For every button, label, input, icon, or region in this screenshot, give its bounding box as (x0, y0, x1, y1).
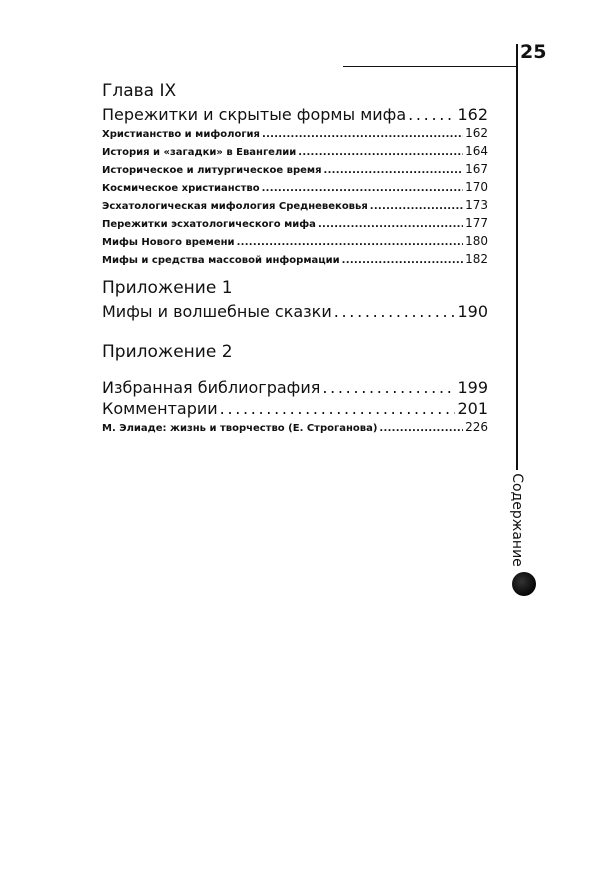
appendix-title: Приложение 1 (102, 278, 233, 298)
toc-entry-title: История и «загадки» в Евангелии (102, 147, 297, 158)
leader-dots (298, 145, 463, 161)
toc-entry-page: 190 (457, 302, 488, 321)
toc-entry-title: М. Элиаде: жизнь и творчество (Е. Строганова) (102, 423, 378, 434)
toc-entry[interactable] (102, 215, 488, 233)
spacer (102, 322, 488, 341)
toc-entry-title: Мифы и волшебные сказки (102, 302, 332, 321)
leader-dots (262, 127, 463, 143)
toc-entry-page: 226 (465, 420, 488, 434)
toc-entry[interactable] (102, 161, 488, 179)
section-label-text: Содержание (509, 473, 526, 567)
toc-entry-main[interactable] (102, 301, 488, 322)
leader-dots (237, 235, 464, 251)
toc-entry-page: 180 (465, 234, 488, 248)
toc-entry-title: Историческое и литургическое время (102, 165, 322, 176)
leader-dots (370, 199, 463, 215)
section-label (504, 470, 530, 570)
table-of-contents (102, 80, 488, 437)
header-tick (516, 44, 518, 68)
page-number: 25 (520, 41, 547, 63)
toc-entry-title: Пережитки эсхатологического мифа (102, 219, 316, 230)
toc-entry-title: Мифы и средства массовой информации (102, 255, 340, 266)
toc-entry-page: 164 (465, 144, 488, 158)
toc-entry-title: Космическое христианство (102, 183, 260, 194)
toc-entry-page: 173 (465, 198, 488, 212)
toc-entry-main[interactable] (102, 398, 488, 419)
appendix-title: Приложение 2 (102, 342, 233, 362)
toc-entry-title: Пережитки и скрытые формы мифа (102, 105, 407, 124)
toc-entry-page: 162 (465, 126, 488, 140)
leader-dots (334, 301, 456, 322)
toc-entry-title: Мифы Нового времени (102, 237, 235, 248)
toc-entry-page: 182 (465, 252, 488, 266)
leader-dots (318, 217, 463, 233)
toc-entry-title: Избранная библиография (102, 378, 321, 397)
chapter-title: Глава IX (102, 81, 177, 101)
toc-entry[interactable] (102, 179, 488, 197)
toc-entry[interactable] (102, 251, 488, 269)
header-rule (343, 66, 517, 67)
leader-dots (342, 253, 463, 269)
leader-dots (379, 421, 463, 437)
toc-entry-main[interactable] (102, 104, 488, 125)
toc-entry[interactable] (102, 125, 488, 143)
toc-entry-page: 167 (465, 162, 488, 176)
toc-entry[interactable] (102, 419, 488, 437)
spacer (102, 269, 488, 277)
leader-dots (262, 181, 464, 197)
toc-entry-main[interactable] (102, 377, 488, 398)
toc-entry-page: 177 (465, 216, 488, 230)
leader-dots (220, 398, 456, 419)
toc-entry[interactable] (102, 197, 488, 215)
toc-entry-title: Христианство и мифология (102, 129, 260, 140)
leader-dots (408, 104, 455, 125)
toc-entry-title: Комментарии (102, 399, 218, 418)
leader-dots (324, 163, 464, 179)
toc-entry-page: 170 (465, 180, 488, 194)
toc-entry-page: 162 (457, 105, 488, 124)
toc-entry[interactable] (102, 233, 488, 251)
toc-entry-page: 199 (457, 378, 488, 397)
toc-entry[interactable] (102, 143, 488, 161)
leader-dots (322, 377, 455, 398)
toc-entry-page: 201 (457, 399, 488, 418)
thumb-index-dot-icon (512, 572, 536, 596)
spacer (102, 365, 488, 377)
toc-entry-title: Эсхатологическая мифология Средневековья (102, 201, 368, 212)
